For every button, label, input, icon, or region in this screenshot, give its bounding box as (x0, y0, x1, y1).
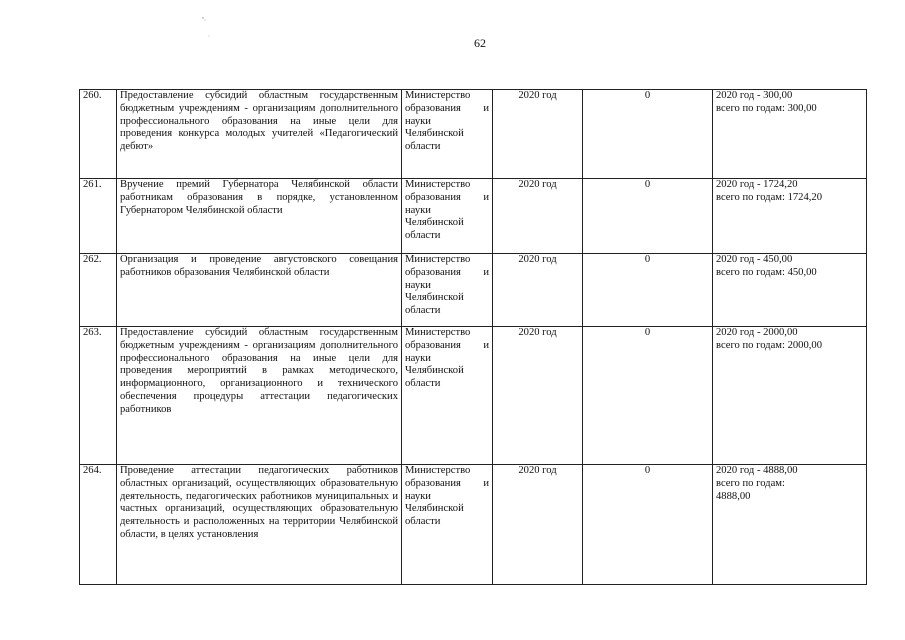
table-row (80, 90, 867, 179)
row-number: 261. (80, 179, 117, 254)
funding-cell (713, 327, 867, 465)
table-row (80, 254, 867, 327)
responsible-executor: Министерство образования и науки Челябинской области (402, 465, 493, 585)
program-activities-table (79, 89, 867, 585)
implementation-period: 2020 год (493, 90, 583, 179)
activity-description: Предоставление субсидий областным государственным бюджетным учреждениям - организациям дополнительного профессионального образования на иные цели для проведения конкурса молодых учителей «Педагогический дебют» (117, 90, 402, 179)
row-number: 260. (80, 90, 117, 179)
indicator-value: 0 (583, 254, 713, 327)
table-row (80, 327, 867, 465)
indicator-value: 0 (583, 465, 713, 585)
funding-total: всего по годам: 450,00 (716, 266, 817, 278)
responsible-executor: Министерство образования и науки Челябинской области (402, 327, 493, 465)
table-row (80, 179, 867, 254)
page-number: 62 (474, 36, 486, 50)
activity-description: Вручение премий Губернатора Челябинской области работникам образования в порядке, установленном Губернатором Челябинской области (117, 179, 402, 254)
responsible-executor: Министерство образования и науки Челябинской области (402, 90, 493, 179)
funding-cell (713, 179, 867, 254)
funding-cell (713, 90, 867, 179)
indicator-value: 0 (583, 327, 713, 465)
funding-total: всего по годам: 1724,20 (716, 191, 823, 203)
funding-total-amount: 4888,00 (716, 490, 751, 502)
activity-description: Предоставление субсидий областным государственным бюджетным учреждениям - организациям дополнительного профессионального образования на иные цели для проведения мероприятий в рамках методического, информационного, организационного и технического обеспечения процедуры аттестации педагогических работников (117, 327, 402, 465)
funding-year-amount: 2020 год - 2000,00 (716, 327, 798, 338)
row-number: 262. (80, 254, 117, 327)
activity-description: Проведение аттестации педагогических работников областных организаций, осуществляющих образовательную деятельность, педагогических работников муниципальных и частных организаций, осуществляющих образовательную деятельность и расположенных на территории Челябинской области, в целях установления (117, 465, 402, 585)
funding-total: всего по годам: (716, 477, 785, 489)
funding-year-amount: 2020 год - 450,00 (716, 254, 793, 265)
funding-total: всего по годам: 300,00 (716, 102, 817, 114)
responsible-executor: Министерство образования и науки Челябинской области (402, 179, 493, 254)
implementation-period: 2020 год (493, 327, 583, 465)
funding-total: всего по годам: 2000,00 (716, 339, 823, 351)
row-number: 263. (80, 327, 117, 465)
responsible-executor: Министерство образования и науки Челябинской области (402, 254, 493, 327)
scan-specks (200, 14, 220, 44)
funding-year-amount: 2020 год - 1724,20 (716, 179, 798, 190)
indicator-value: 0 (583, 90, 713, 179)
implementation-period: 2020 год (493, 465, 583, 585)
implementation-period: 2020 год (493, 179, 583, 254)
table-row (80, 465, 867, 585)
row-number: 264. (80, 465, 117, 585)
funding-cell (713, 465, 867, 585)
implementation-period: 2020 год (493, 254, 583, 327)
funding-cell (713, 254, 867, 327)
funding-year-amount: 2020 год - 4888,00 (716, 465, 798, 476)
activity-description: Организация и проведение августовского совещания работников образования Челябинской области (117, 254, 402, 327)
funding-year-amount: 2020 год - 300,00 (716, 90, 793, 101)
indicator-value: 0 (583, 179, 713, 254)
